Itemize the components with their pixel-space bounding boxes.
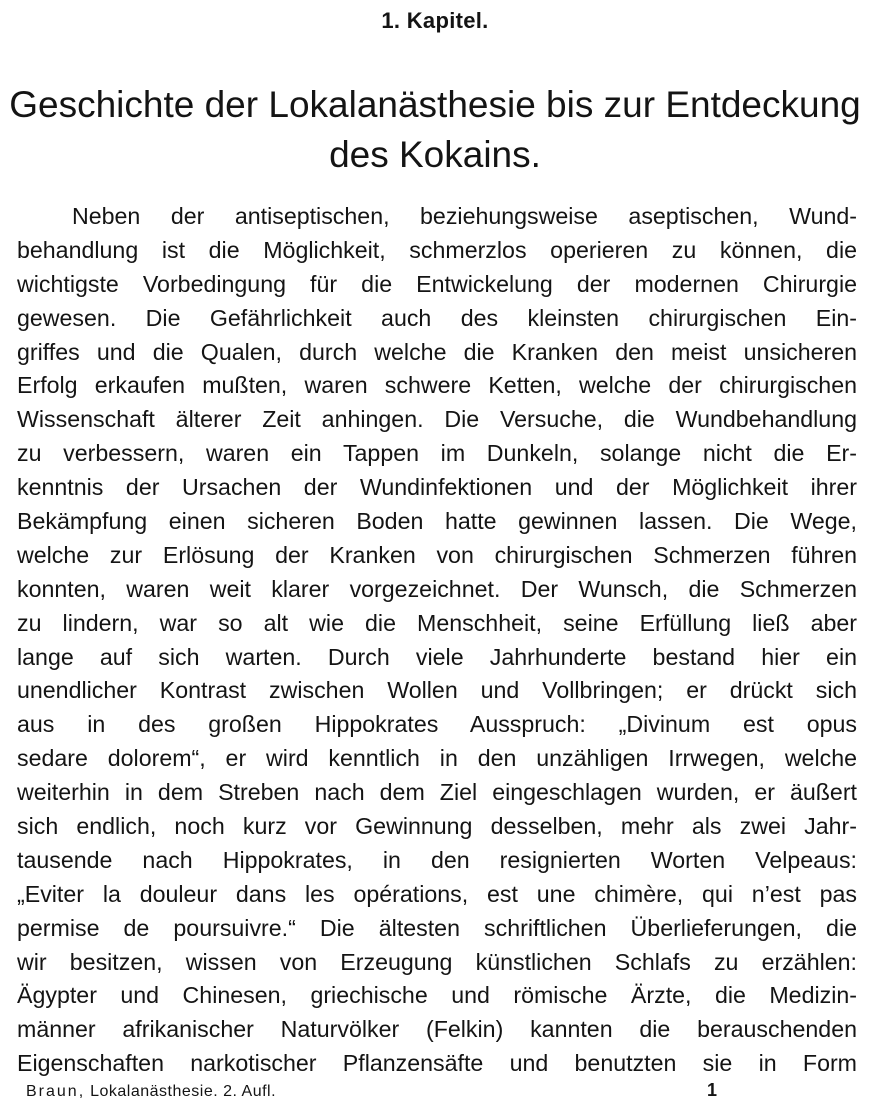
- text-line: wichtigste Vorbedingung für die Entwickelung der modernen Chirurgie: [17, 270, 857, 297]
- footer-author: Braun,: [26, 1083, 86, 1100]
- text-line: zu lindern, war so alt wie die Menschheit, seine Erfüllung ließ aber: [17, 609, 857, 636]
- text-line: Ägypter und Chinesen, griechische und römische Ärzte, die Medizin-: [17, 982, 857, 1009]
- text-line: behandlung ist die Möglichkeit, schmerzlos operieren zu können, die: [17, 236, 857, 263]
- text-line: Eigenschaften narkotischer Pflanzensäfte und benutzten sie in Form: [17, 1050, 857, 1077]
- chapter-title: [0, 80, 870, 180]
- text-line: „Eviter la douleur dans les opérations, est une chimère, qui n’est pas: [17, 880, 857, 907]
- text-line: permise de poursuivre.“ Die ältesten schriftlichen Überlieferungen, die: [17, 914, 857, 941]
- text-line: gewesen. Die Gefährlichkeit auch des kleinsten chirurgischen Ein-: [17, 304, 857, 331]
- text-line: welche zur Erlösung der Kranken von chirurgischen Schmerzen führen: [17, 541, 857, 568]
- text-line: kenntnis der Ursachen der Wundinfektionen und der Möglichkeit ihrer: [17, 474, 857, 501]
- text-line: Erfolg erkaufen mußten, waren schwere Ketten, welche der chirurgischen: [17, 372, 857, 399]
- text-line: konnten, waren weit klarer vorgezeichnet. Der Wunsch, die Schmerzen: [17, 575, 857, 602]
- chapter-title-line: des Kokains.: [329, 134, 541, 175]
- chapter-title-line: Geschichte der Lokalanästhesie bis zur Entdeckung: [9, 84, 861, 125]
- body-text: [17, 200, 857, 1081]
- text-line: sich endlich, noch kurz vor Gewinnung desselben, mehr als zwei Jahr-: [17, 813, 857, 840]
- text-line: zu verbessern, waren ein Tappen im Dunkeln, solange nicht die Er-: [17, 440, 857, 467]
- text-line: wir besitzen, wissen von Erzeugung künstlichen Schlafs zu erzählen:: [17, 948, 857, 975]
- chapter-heading: 1. Kapitel.: [381, 8, 489, 33]
- text-line: männer afrikanischer Naturvölker (Felkin) kannten die berauschenden: [17, 1016, 857, 1043]
- text-line: aus in des großen Hippokrates Ausspruch: „Divinum est opus: [17, 711, 857, 738]
- text-line: tausende nach Hippokrates, in den resignierten Worten Velpeaus:: [17, 846, 857, 873]
- text-line: sedare dolorem“, er wird kenntlich in den unzähligen Irrwegen, welche: [17, 745, 857, 772]
- text-line: unendlicher Kontrast zwischen Wollen und Vollbringen; er drückt sich: [17, 677, 857, 704]
- text-line: weiterhin in dem Streben nach dem Ziel eingeschlagen wurden, er äußert: [17, 779, 857, 806]
- footer-book: Lokalanästhesie. 2. Aufl.: [90, 1083, 277, 1100]
- text-line: Wissenschaft älterer Zeit anhingen. Die Versuche, die Wundbehandlung: [17, 406, 857, 433]
- text-line: Bekämpfung einen sicheren Boden hatte gewinnen lassen. Die Wege,: [17, 508, 857, 535]
- page-number: 1: [707, 1080, 718, 1100]
- text-line: lange auf sich warten. Durch viele Jahrhunderte bestand hier ein: [17, 643, 857, 670]
- text-line: Neben der antiseptischen, beziehungsweise aseptischen, Wund-: [72, 203, 857, 229]
- text-line: griffes und die Qualen, durch welche die Kranken den meist unsicheren: [17, 338, 857, 365]
- page-footer: [26, 1083, 746, 1101]
